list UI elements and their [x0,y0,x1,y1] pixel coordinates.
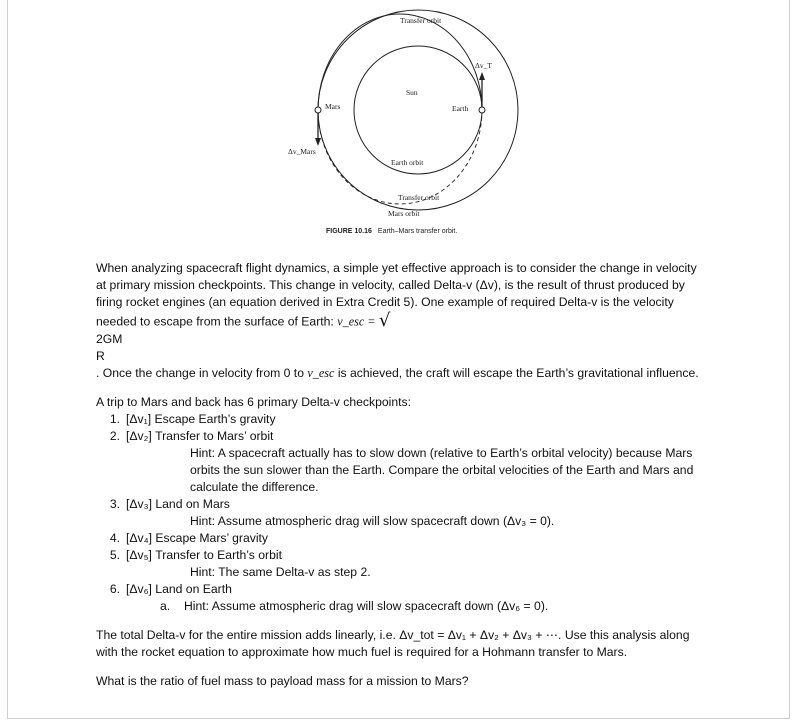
item-number: 3. [109,496,120,511]
hint-text: Hint: Assume atmospheric drag will slow spacecraft down (Δv₃ = 0). [190,513,555,528]
transfer-orbit-arc [318,14,482,110]
item-label: [Δv₃] Land on Mars [126,496,230,511]
v-esc-formula-label: v_esc = [337,314,376,329]
hint-text: Hint: Assume atmospheric drag will slow spacecraft down (Δv₆ = 0). [184,598,549,613]
list-intro: A trip to Mars and back has 6 primary Delta-v checkpoints: [96,394,411,409]
figure-caption [326,228,457,235]
checkpoint-list [96,411,706,615]
intro-paragraph [96,260,706,331]
list-item [96,428,706,445]
hint-text: Hint: A spacecraft actually has to slow down (relative to Earth’s orbital velocity) because Mars orbits the sun slower than the Earth. Compare the orbital velocities of the Earth and Mars and calculate the difference. [190,445,694,494]
figure-number: FIGURE 10.16 [326,228,372,235]
item-number: 1. [109,411,120,426]
item-number: 5. [109,547,120,562]
transfer-orbit-return-arc [318,110,482,204]
item-label: [Δv₄] Escape Mars’ gravity [126,530,269,545]
label-mars: Mars [325,102,341,111]
item-label: [Δv₁] Escape Earth’s gravity [126,411,276,426]
sqrt-formula: √ [378,309,391,331]
label-delta-v-top: Δv_T [475,61,492,70]
mars-marker [315,107,321,113]
label-transfer-orbit-bottom: Transfer orbit [398,193,440,202]
frac-denominator: R [96,348,105,363]
item-number: 2. [109,428,120,443]
item-label: [Δv₆] Land on Earth [126,581,232,596]
total-delta-v-paragraph: The total Delta-v for the entire mission adds linearly, i.e. Δv_tot = Δv₁ + Δv₂ + Δv₃ + ⋯. Use this analysis along with the rocket equation to approximate how much fuel is required for a Hohmann transfer to Mars. [96,627,690,659]
list-item [96,411,706,428]
intro-part1: When analyzing spacecraft flight dynamics, a simple yet effective approach is to consider the change in velocity at primary mission checkpoints. This change in velocity, called Delta-v (Δv), is the result of thrust produced by firing rocket engines (an equation derived in Extra Credit 5). One example of required Delta-v is the velocity needed to escape from the surface of Earth: [96,261,697,329]
intro-part3: is achieved, the craft will escape the Earth’s gravitational influence. [334,365,699,380]
frac-numerator: 2GM [96,331,123,346]
earth-marker [479,107,485,113]
intro-part2: . Once the change in velocity from 0 to [96,365,308,380]
label-delta-v-mars: Δv_Mars [288,147,316,156]
figure-caption-text: Earth–Mars transfer orbit. [377,228,458,235]
list-item [96,547,706,564]
mars-orbit-circle [318,10,518,210]
sub-item [96,598,706,615]
transfer-orbit-figure [280,0,540,250]
question: What is the ratio of fuel mass to payload mass for a mission to Mars? [96,673,469,688]
list-item [96,530,706,547]
hint-text: Hint: The same Delta-v as step 2. [190,564,371,579]
label-earth: Earth [452,104,469,113]
label-transfer-orbit-top: Transfer orbit [400,16,442,25]
sub-item-label: a. [160,598,171,613]
document-body [96,260,706,690]
v-esc-inline: v_esc [307,365,335,380]
item-label: [Δv₂] Transfer to Mars’ orbit [126,428,274,443]
item-number: 4. [109,530,120,545]
list-item [96,581,706,598]
item-number: 6. [109,581,120,596]
label-sun: Sun [406,88,418,97]
label-earth-orbit: Earth orbit [391,158,424,167]
list-item [96,496,706,513]
item-label: [Δv₅] Transfer to Earth’s orbit [126,547,282,562]
label-mars-orbit: Mars orbit [388,209,420,218]
